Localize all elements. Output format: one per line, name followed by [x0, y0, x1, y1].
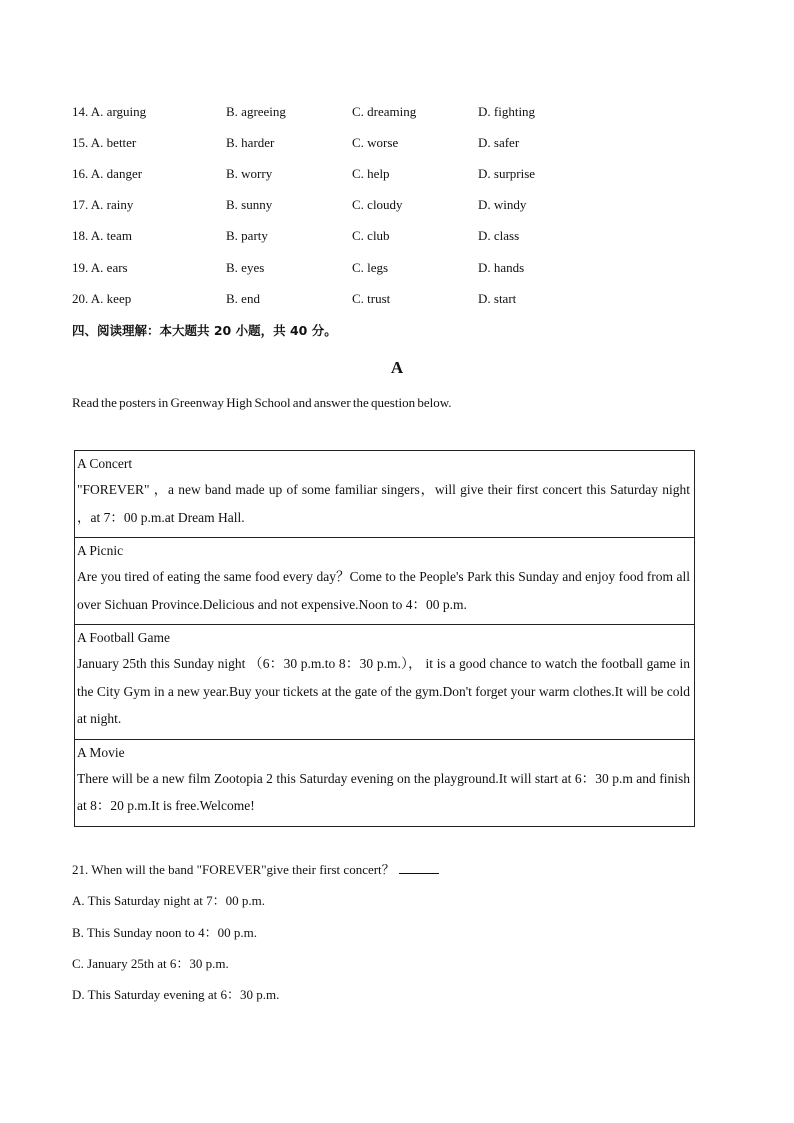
option-a: 15. A. better [72, 135, 137, 150]
answer-choice-c: C. January 25th at 6：30 p.m. [72, 956, 229, 971]
option-a: 19. A. ears [72, 260, 128, 275]
answer-blank [399, 861, 439, 874]
poster-title: A Football Game [77, 630, 170, 645]
option-a: 18. A. team [72, 228, 132, 243]
option-row [72, 195, 692, 215]
option-d: D. start [478, 291, 517, 306]
answer-choice-d: D. This Saturday evening at 6：30 p.m. [72, 987, 280, 1002]
option-row [72, 289, 692, 309]
poster-title: A Concert [77, 456, 133, 471]
section-heading: 四、阅读理解：本大题共 20 小题，共 40 分。 [72, 323, 337, 338]
instruction-text: Read the posters in Greenway High School and answer the question below. [72, 395, 452, 410]
answer-choice-a: A. This Saturday night at 7：00 p.m. [72, 893, 265, 908]
option-c: C. dreaming [352, 104, 417, 119]
option-c: C. help [352, 166, 390, 181]
option-d: D. fighting [478, 104, 536, 119]
option-c: C. cloudy [352, 197, 403, 212]
option-c: C. legs [352, 260, 389, 275]
option-d: D. surprise [478, 166, 536, 181]
option-d: D. safer [478, 135, 520, 150]
option-b: B. agreeing [226, 104, 286, 119]
answer-choice-b: B. This Sunday noon to 4：00 p.m. [72, 925, 258, 940]
poster-body: January 25th this Sunday night （6：30 p.m.to 8：30 p.m.）， it is a good chance to watch the football game in the City Gym in a new year.Buy your tickets at the gate of the gym.Don't forget your warm clothes.It will be cold at night. [77, 656, 690, 726]
option-a: 16. A. danger [72, 166, 143, 181]
poster-football-game [75, 624, 694, 739]
option-b: B. end [226, 291, 260, 306]
option-c: C. trust [352, 291, 391, 306]
poster-title: A Picnic [77, 543, 124, 558]
option-d: D. class [478, 228, 520, 243]
poster-title: A Movie [77, 744, 125, 760]
option-c: C. worse [352, 135, 399, 150]
option-b: B. sunny [226, 197, 273, 212]
option-c: C. club [352, 228, 390, 243]
option-b: B. party [226, 228, 268, 243]
option-row [72, 164, 692, 184]
passage-letter: A [390, 358, 404, 377]
poster-concert [75, 451, 694, 537]
option-a: 20. A. keep [72, 291, 132, 306]
poster-body: There will be a new film Zootopia 2 this Saturday evening on the playground.It will start at 6：30 p.m and finish at 8：20 p.m.It is free.Welcome! [77, 770, 690, 813]
question-stem: 21. When will the band "FOREVER"give their first concert？ [72, 862, 395, 877]
poster-body: "FOREVER" ，a new band made up of some familiar singers，will give their first concert this Saturday night ，at 7：00 p.m.at Dream Hall. [77, 482, 690, 525]
poster-body: Are you tired of eating the same food every day？Come to the People's Park this Sunday and enjoy food from all over Sichuan Province.Delicious and not expensive.Noon to 4：00 p.m. [77, 569, 690, 612]
poster-movie [75, 739, 694, 826]
option-a: 14. A. arguing [72, 104, 147, 119]
option-d: D. windy [478, 197, 527, 212]
option-b: B. worry [226, 166, 273, 181]
option-b: B. eyes [226, 260, 265, 275]
question-text [72, 860, 439, 880]
option-row [72, 102, 692, 122]
option-row [72, 133, 692, 153]
poster-picnic [75, 537, 694, 624]
option-a: 17. A. rainy [72, 197, 134, 212]
option-d: D. hands [478, 260, 525, 275]
posters-table [74, 450, 695, 827]
option-b: B. harder [226, 135, 275, 150]
option-row [72, 226, 692, 246]
option-row [72, 258, 692, 278]
